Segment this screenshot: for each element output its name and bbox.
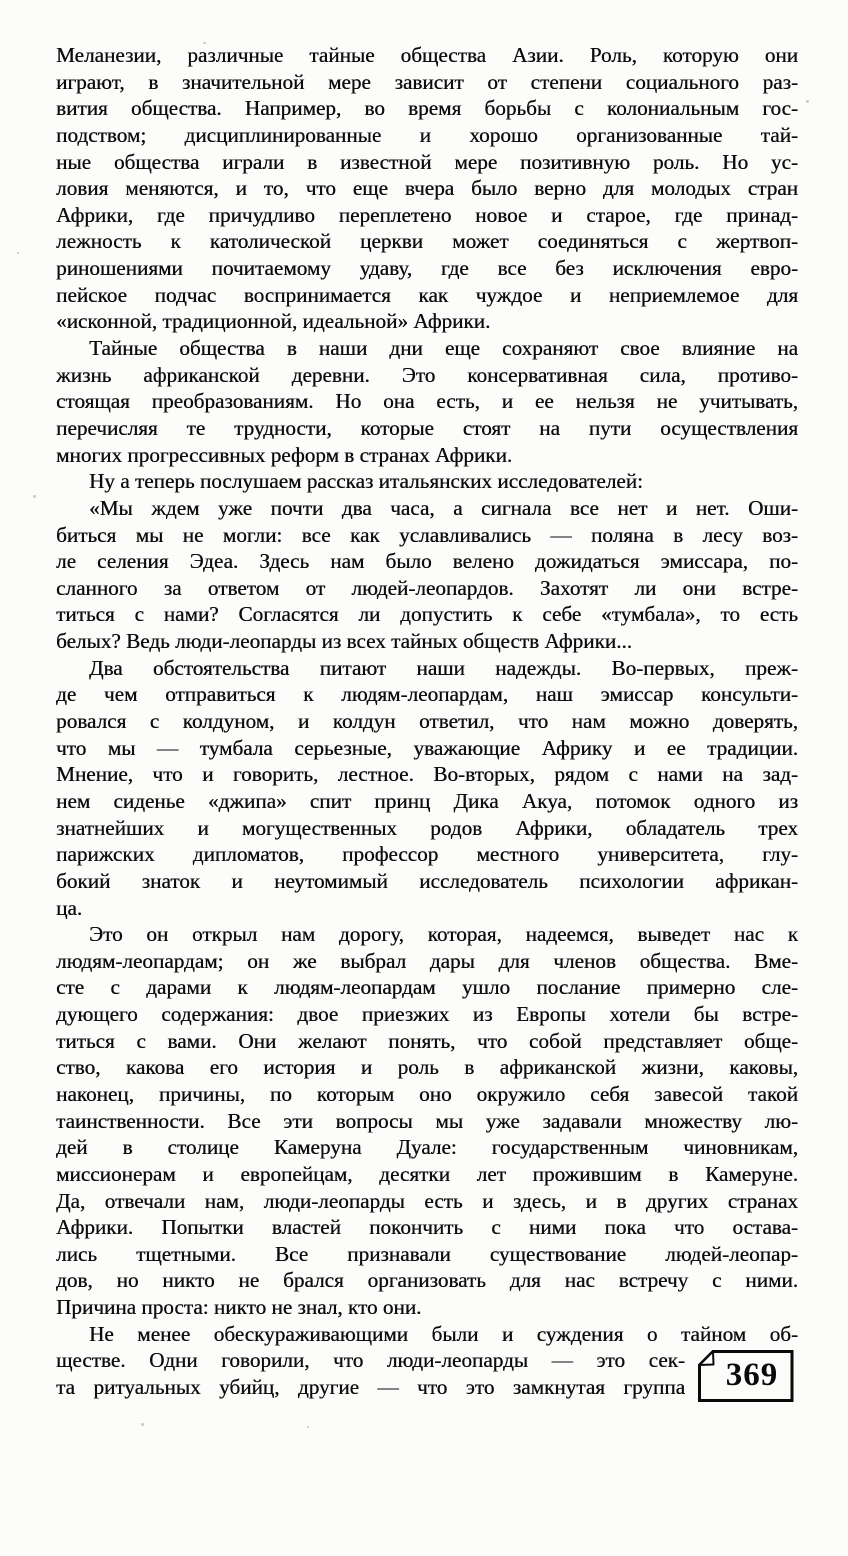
text-line: риношениями почитаемому удаву, где все без исключения евро- (56, 256, 798, 281)
text-line: Меланезии, различные тайные общества Азии. Роль, которую они (56, 43, 798, 67)
text-line: «исконной, традиционной, идеальной» Африки. (56, 309, 491, 334)
text-line: Это он открыл нам дорогу, которая, надеемся, выведет нас к (89, 922, 798, 947)
text-line: играют, в значительной мере зависит от степени социального раз- (56, 69, 798, 94)
text-line: жизнь африканской деревни. Это консервативная сила, противо- (56, 362, 798, 387)
paragraph (56, 921, 798, 1321)
text-line: де чем отправиться к людям-леопардам, наш эмиссар консульти- (56, 682, 798, 707)
text-line: лежность к католической церкви может соединяться с жертвоп- (56, 229, 798, 254)
text-line: перечисляя те трудности, которые стоят на пути осуществления (56, 415, 798, 440)
text-line: подством; дисциплинированные и хорошо организованные тай- (56, 122, 798, 147)
text-line: ство, какова его история и роль в африканской жизни, каковы, (56, 1055, 798, 1080)
scan-speck (141, 1423, 144, 1426)
text-line: титься с нами? Согласятся ли допустить к себе «тумбала», то есть (56, 602, 798, 627)
paragraph (56, 655, 798, 921)
text-line: миссионерам и европейцам, десятки лет прожившим в Камеруне. (56, 1161, 798, 1186)
text-line: ца. (56, 895, 83, 920)
text-line: «Мы ждем уже почти два часа, а сигнала все нет и нет. Оши- (89, 495, 798, 520)
text-line: ществе. Одни говорили, что люди-леопарды — это сек- (56, 1348, 685, 1373)
scan-speck (33, 495, 36, 498)
text-line: та ритуальных убийц, другие — что это замкнутая группа (56, 1375, 685, 1400)
paragraph (56, 495, 798, 655)
text-line: бокий знаток и неутомимый исследователь психологии африкан- (56, 868, 798, 893)
text-line: Тайные общества в наши дни еще сохраняют свое влияние на (89, 336, 798, 361)
text-line: биться мы не могли: все как уславливались — поляна в лесу воз- (56, 522, 798, 547)
text-line: наконец, причины, по которым оно окружило себя завесой такой (56, 1081, 798, 1106)
text-line: титься с вами. Они желают понять, что собой представляет обще- (56, 1028, 798, 1053)
text-line: дей в столице Камеруна Дуале: государственным чиновникам, (56, 1135, 798, 1160)
paragraph (56, 468, 798, 495)
text-line: знатнейших и могущественных родов Африки, обладатель трех (56, 815, 798, 840)
text-line: дов, но никто не брался организовать для нас встречу с ними. (56, 1268, 798, 1293)
text-line: что мы — тумбала серьезные, уважающие Африку и ее традиции. (56, 735, 798, 760)
text-line: пейское подчас воспринимается как чуждое и неприемлемое для (56, 282, 798, 307)
paragraph (56, 1321, 798, 1401)
paragraph (56, 42, 798, 335)
scan-speck (307, 1426, 309, 1428)
page-number: 369 (725, 1357, 779, 1394)
text-line: Причина проста: никто не знал, кто они. (56, 1295, 422, 1320)
text-line: Ну а теперь послушаем рассказ итальянских исследователей: (89, 469, 643, 494)
paragraph (56, 335, 798, 468)
text-line: ные общества играли в известной мере позитивную роль. Но ус- (56, 149, 798, 174)
text-line: сте с дарами к людям-леопардам ушло послание примерно сле- (56, 975, 798, 1000)
text-line: многих прогрессивных реформ в странах Африки. (56, 442, 513, 467)
text-line: стоящая преобразованиям. Но она есть, и ее нельзя не учитывать, (56, 389, 798, 414)
scan-speck (17, 252, 19, 254)
scan-speck (203, 42, 206, 44)
text-line: Два обстоятельства питают наши надежды. Во-первых, преж- (89, 655, 798, 680)
text-line: ровался с колдуном, и колдун ответил, что нам можно доверять, (56, 709, 798, 734)
text-line: ле селения Эдеа. Здесь нам было велено дожидаться эмиссара, по- (56, 549, 798, 574)
text-line: Мнение, что и говорить, лестное. Во-вторых, рядом с нами на зад- (56, 762, 798, 787)
text-line: белых? Ведь люди-леопарды из всех тайных обществ Африки... (56, 629, 632, 654)
text-line: Африки. Попытки властей покончить с ними пока что остава- (56, 1215, 798, 1240)
page-number-box (698, 1350, 794, 1402)
text-line: Да, отвечали нам, люди-леопарды есть и здесь, и в других странах (56, 1188, 798, 1213)
scan-speck (806, 100, 809, 103)
text-line: ловия меняются, и то, что еще вчера было верно для молодых стран (56, 176, 798, 201)
text-line: таинственности. Все эти вопросы мы уже задавали множеству лю- (56, 1108, 798, 1133)
text-line: людям-леопардам; он же выбрал дары для членов общества. Вме- (56, 948, 798, 973)
text-block (56, 42, 798, 1402)
text-line: парижских дипломатов, профессор местного университета, глу- (56, 842, 798, 867)
text-line: сланного за ответом от людей-леопардов. Захотят ли они встре- (56, 575, 798, 600)
text-line: вития общества. Например, во время борьбы с колониальным гос- (56, 96, 798, 121)
text-line: нем сиденье «джипа» спит принц Дика Акуа, потомок одного из (56, 788, 798, 813)
text-line: лись тщетными. Все признавали существование людей-леопар- (56, 1241, 798, 1266)
text-line: Африки, где причудливо переплетено новое и старое, где принад- (56, 202, 798, 227)
text-line: дующего содержания: двое приезжих из Европы хотели бы встре- (56, 1002, 798, 1027)
text-line: Не менее обескураживающими были и суждения о тайном об- (89, 1321, 798, 1346)
